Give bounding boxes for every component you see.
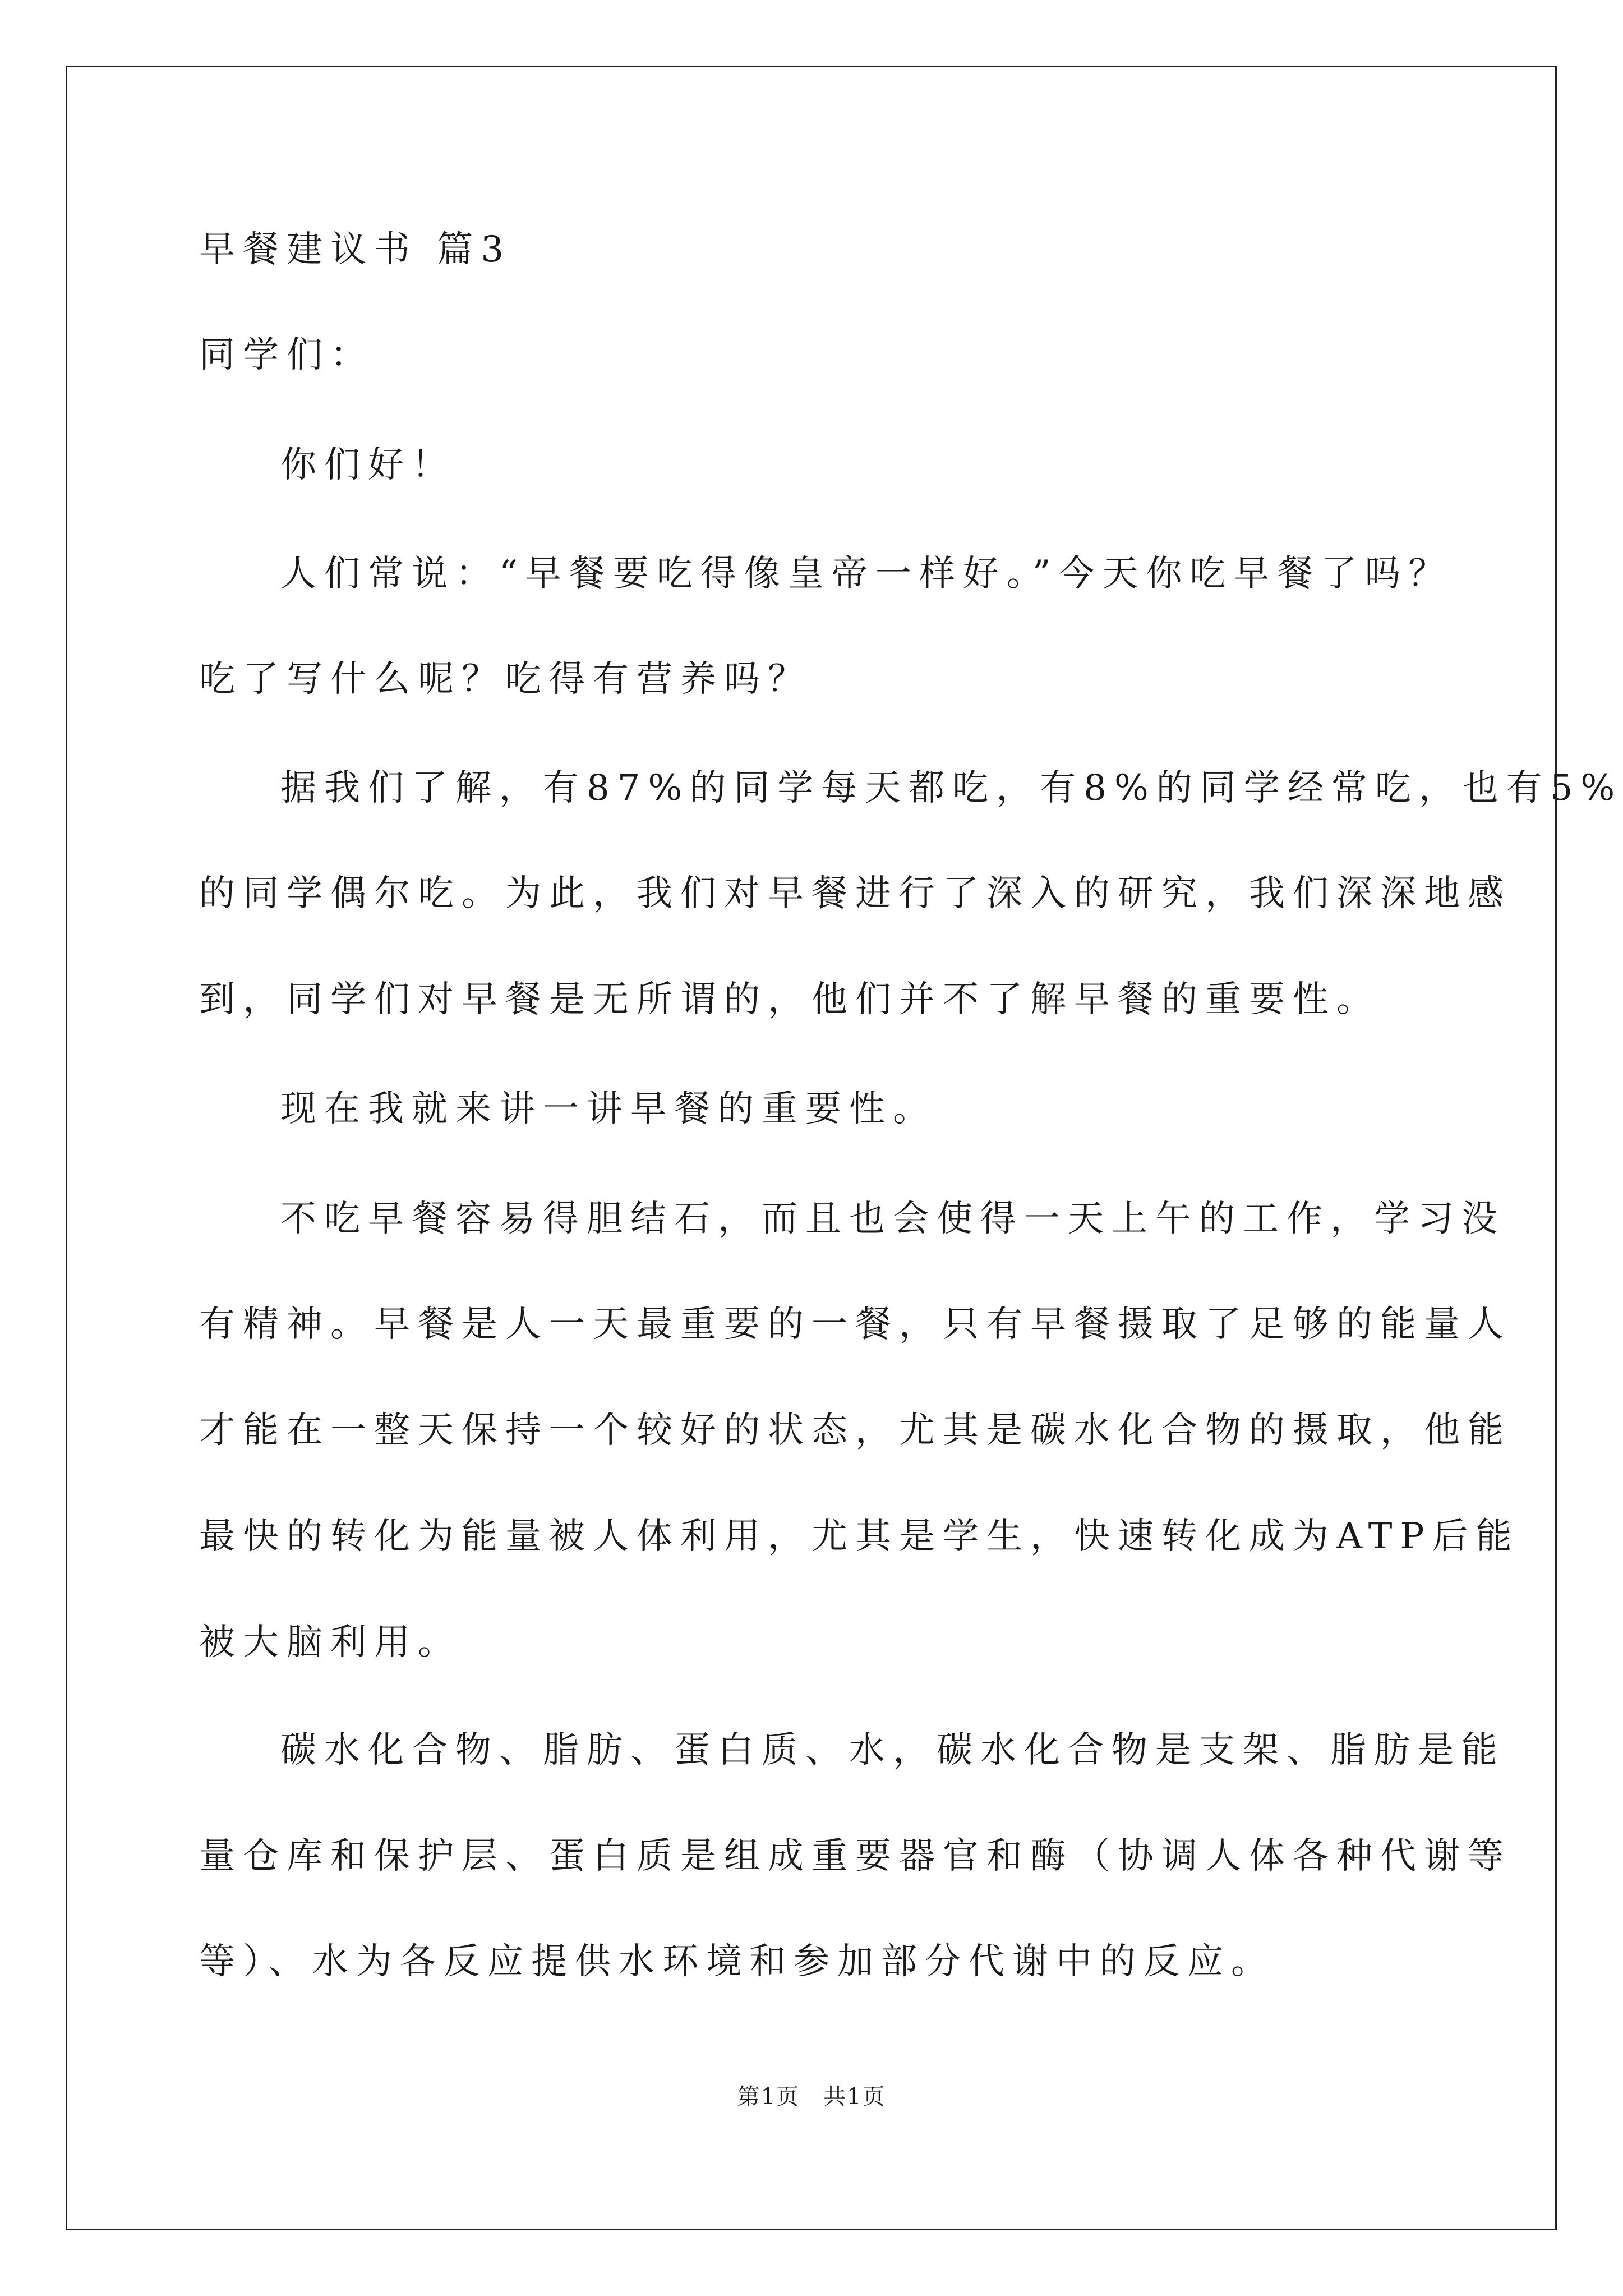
document-title: 早餐建议书 篇3 [199,229,512,270]
paragraph-line: 到，同学们对早餐是无所谓的，他们并不了解早餐的重要性。 [199,979,1380,1020]
page-footer: 第1页 共1页 [737,2084,886,2110]
paragraph-line: 吃了写什么呢？吃得有营养吗？ [199,659,811,700]
paragraph-line: 不吃早餐容易得胆结石，而且也会使得一天上午的工作，学习没 [280,1198,1505,1240]
paragraph-line: 现在我就来讲一讲早餐的重要性。 [280,1088,937,1130]
paragraph-line: 人们常说：“早餐要吃得像皇帝一样好。”今天你吃早餐了吗？ [280,553,1453,595]
paragraph-line: 的同学偶尔吃。为此，我们对早餐进行了深入的研究，我们深深地感 [199,873,1511,914]
paragraph-line: 最快的转化为能量被人体利用，尤其是学生，快速转化成为ATP后能 [199,1516,1520,1557]
paragraph-line: 有精神。早餐是人一天最重要的一餐，只有早餐摄取了足够的能量人 [199,1304,1511,1345]
paragraph-line: 据我们了解，有87%的同学每天都吃，有8%的同学经常吃，也有5% [280,767,1623,809]
paragraph-line: 才能在一整天保持一个较好的状态，尤其是碳水化合物的摄取，他能 [199,1410,1511,1451]
greeting: 你们好！ [280,444,455,486]
paragraph-line: 被大脑利用。 [199,1622,462,1663]
salutation: 同学们： [199,334,374,376]
page-border [66,66,1557,2230]
paragraph-line: 碳水化合物、脂肪、蛋白质、水，碳水化合物是支架、脂肪是能 [280,1729,1505,1771]
paragraph-line: 量仓库和保护层、蛋白质是组成重要器官和酶（协调人体各种代谢等 [199,1835,1511,1877]
paragraph-line: 等）、水为各反应提供水环境和参加部分代谢中的反应。 [199,1941,1275,1982]
